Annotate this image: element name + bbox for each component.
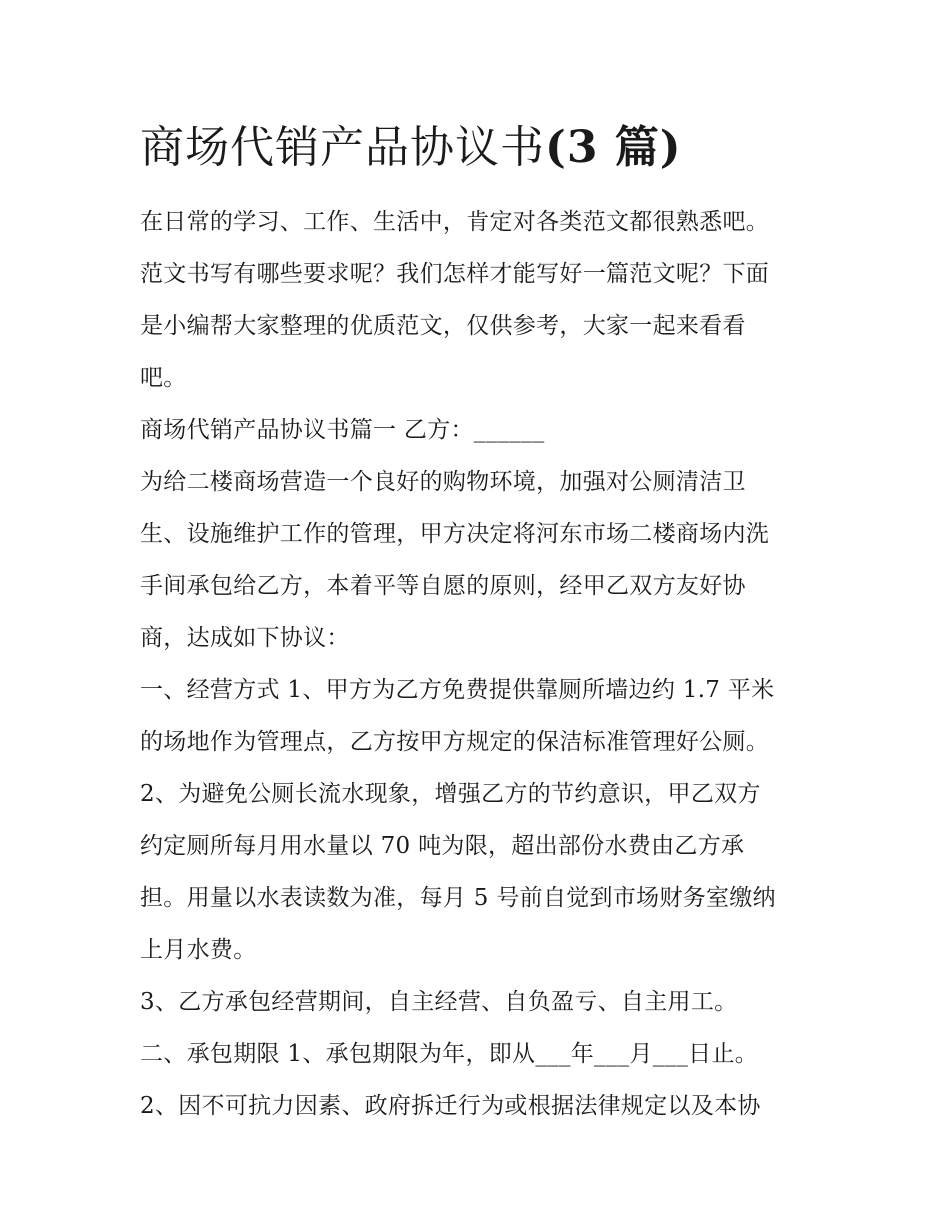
document-body: [140, 196, 830, 1132]
title-main: 商场代销产品协议书: [140, 122, 545, 173]
paragraph-line: 生、设施维护工作的管理，甲方决定将河东市场二楼商场内洗: [140, 521, 770, 547]
section-heading-line: 商场代销产品协议书篇一 乙方：______: [140, 417, 545, 443]
paragraph-line: 3、乙方承包经营期间，自主经营、自负盈亏、自主用工。: [140, 989, 738, 1015]
paragraph-line: 范文书写有哪些要求呢？我们怎样才能写好一篇范文呢？下面: [140, 261, 770, 287]
paragraph-line: 二、承包期限 1、承包期限为年，即从___年___月___日止。: [140, 1041, 759, 1067]
paragraph-line: 吧。: [140, 365, 187, 391]
paragraph-line: 一、经营方式 1、甲方为乙方免费提供靠厕所墙边约 1.7 平米: [140, 677, 775, 703]
paragraph-line: 约定厕所每月用水量以 70 吨为限，超出部份水费由乙方承: [140, 833, 745, 859]
paragraph-line: 担。用量以水表读数为准，每月 5 号前自觉到市场财务室缴纳: [140, 885, 776, 911]
title-suffix: (3 篇): [545, 122, 682, 173]
paragraph-line: 为给二楼商场营造一个良好的购物环境，加强对公厕清洁卫: [140, 469, 746, 495]
paragraph-line: 商，达成如下协议：: [140, 625, 350, 651]
paragraph-line: 手间承包给乙方，本着平等自愿的原则，经甲乙双方友好协: [140, 573, 746, 599]
paragraph-line: 在日常的学习、工作、生活中，肯定对各类范文都很熟悉吧。: [140, 209, 770, 235]
paragraph-line: 上月水费。: [140, 937, 257, 963]
paragraph-line: 2、因不可抗力因素、政府拆迁行为或根据法律规定以及本协: [140, 1093, 761, 1119]
paragraph-line: 2、为避免公厕长流水现象，增强乙方的节约意识，甲乙双方: [140, 781, 761, 807]
document-title: [140, 118, 682, 178]
paragraph-line: 是小编帮大家整理的优质范文，仅供参考，大家一起来看看: [140, 313, 746, 339]
paragraph-line: 的场地作为管理点，乙方按甲方规定的保洁标准管理好公厕。: [140, 729, 770, 755]
